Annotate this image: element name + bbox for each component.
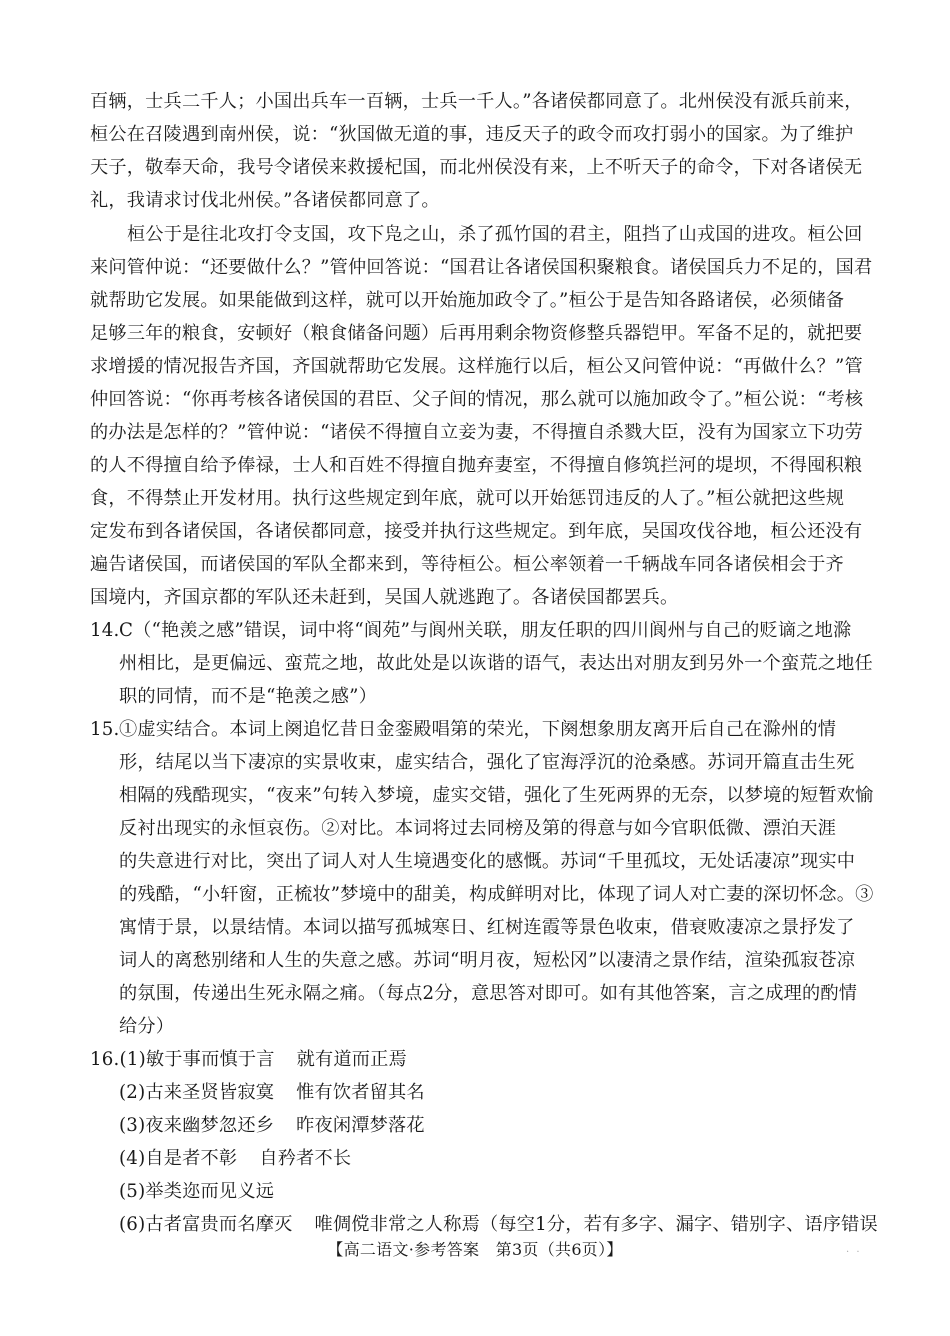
translation-section	[90, 85, 873, 614]
text-line: C（“艳羡之感”错误，词中将“阆苑”与阆州关联，朋友任职的四川阆州与自己的贬谪之地滁	[119, 620, 852, 641]
item-label: (5)	[119, 1181, 146, 1202]
question-number: 15.	[90, 719, 120, 740]
item-label: (3)	[119, 1115, 146, 1136]
answer-item	[90, 713, 874, 1043]
answer-15	[90, 713, 874, 1043]
answer-b: 就有道而正焉	[296, 1049, 407, 1070]
text-line: 的氛围，传递出生死永隔之痛。（每点2分，意思答对即可。如有其他答案，言之成理的酌情	[119, 983, 858, 1004]
text-line: 仲回答说：“你再考核各诸侯国的君臣、父子间的情况，那么就可以施加政令了。”桓公说：“考核	[90, 389, 864, 410]
answer-a: 夜来幽梦忽还乡	[145, 1115, 275, 1136]
text-line: 国境内，齐国京都的军队还未赶到，吴国人就逃跑了。各诸侯国都罢兵。	[90, 587, 679, 608]
text-line: 寓情于景，以景结情。本词以描写孤城寒日、红树连霞等景色收束，借衰败凄凉之景抒发了	[119, 917, 855, 938]
text-line: 职的同情，而不是“艳羡之感”）	[119, 686, 378, 707]
text-line: 桓公于是往北攻打令支国，攻下凫之山，杀了孤竹国的君主，阻挡了山戎国的进攻。桓公回	[127, 224, 863, 245]
answer-a: 古来圣贤皆寂寞	[145, 1082, 275, 1103]
item-label: (6)	[119, 1214, 146, 1235]
text-line: 天子，敬奉天命，我号令诸侯来救援杞国，而北州侯没有来，上不听天子的命令，下对各诸侯无	[90, 157, 863, 178]
item-label: (4)	[119, 1148, 146, 1169]
answer-14	[90, 614, 873, 713]
text-line: 桓公在召陵遇到南州侯，说：“狄国做无道的事，违反天子的政令而攻打弱小的国家。为了维护	[90, 124, 854, 145]
answer-line	[90, 1109, 866, 1142]
answer-b: 唯倜傥非常之人称焉（每空1分，若有多字、漏字、错别字、语序错误	[314, 1214, 878, 1235]
text-line: 州相比，是更偏远、蛮荒之地，故此处是以诙谐的语气，表达出对朋友到另外一个蛮荒之地任	[119, 653, 873, 674]
item-label: (1)	[119, 1049, 146, 1070]
text-line: 百辆，士兵二千人；小国出兵车一百辆，士兵一千人。”各诸侯都同意了。北州侯没有派兵前来，	[90, 91, 863, 112]
answer-b: 昨夜闲潭梦落花	[296, 1115, 425, 1136]
text-line: 词人的离愁别绪和人生的失意之感。苏词“明月夜，短松冈”以凄清之景作结，渲染孤寂苍凉	[119, 950, 856, 971]
text-line: 来问管仲说：“还要做什么？”管仲回答说：“国君让各诸侯国积聚粮食。诸侯国兵力不足的，国君	[90, 257, 873, 278]
answer-line	[90, 1076, 866, 1109]
text-line: ①虚实结合。本词上阕追忆昔日金銮殿唱第的荣光，下阕想象朋友离开后自己在滁州的情	[119, 719, 837, 740]
text-line: 的办法是怎样的？”管仲说：“诸侯不得擅自立妾为妻，不得擅自杀戮大臣，没有为国家立下功劳	[90, 422, 863, 443]
text-line: 形，结尾以当下凄凉的实景收束，虚实结合，强化了宦海浮沉的沧桑感。苏词开篇直击生死	[119, 752, 855, 773]
item-label: (2)	[119, 1082, 146, 1103]
answer-16	[90, 1043, 878, 1241]
paragraph-two	[90, 218, 873, 614]
answer-item	[90, 614, 873, 713]
answer-b: 自矜者不长	[259, 1148, 352, 1169]
text-line: 足够三年的粮食，安顿好（粮食储备问题）后再用剩余物资修整兵器铠甲。军备不足的，就把要	[90, 323, 863, 344]
answer-a: 自是者不彰	[145, 1148, 238, 1169]
text-line: 就帮助它发展。如果能做到这样，就可以开始施加政令了。”桓公于是告知各路诸侯，必须储备	[90, 290, 845, 311]
answer-line	[90, 1142, 866, 1175]
text-line: 食，不得禁止开发材用。执行这些规定到年底，就可以开始惩罚违反的人了。”桓公就把这些规	[90, 488, 845, 509]
text-line: 给分）	[119, 1016, 175, 1037]
answer-line	[90, 1043, 866, 1076]
text-line: 的残酷，“小轩窗，正梳妆”梦境中的甜美，构成鲜明对比，体现了词人对亡妻的深切怀念。③	[119, 884, 874, 905]
page-footer: 【高二语文·参考答案 第3页（共6页）】	[327, 1240, 623, 1259]
text-line: 相隔的残酷现实，“夜来”句转入梦境，虚实交错，强化了生死两界的无奈，以梦境的短暂欢愉	[119, 785, 874, 806]
text-line: 的失意进行对比，突出了词人对人生境遇变化的感慨。苏词“千里孤坟，无处话凄凉”现实中	[119, 851, 856, 872]
answer-a: 敏于事而慎于言	[145, 1049, 275, 1070]
text-line: 定发布到各诸侯国，各诸侯都同意，接受并执行这些规定。到年底，吴国攻伐谷地，桓公还没有	[90, 521, 863, 542]
question-number: 16.	[90, 1049, 120, 1070]
answer-item	[90, 1043, 878, 1241]
scan-specks: . .	[846, 1244, 862, 1255]
text-line: 求增援的情况报告齐国，齐国就帮助它发展。这样施行以后，桓公又问管仲说：“再做什么？”管	[90, 356, 863, 377]
answer-b: 惟有饮者留其名	[296, 1082, 425, 1103]
answer-a: 举类迩而见义远	[145, 1181, 275, 1202]
text-line: 遍告诸侯国，而诸侯国的军队全都来到，等待桓公。桓公率领着一千辆战车同各诸侯相会于齐	[90, 554, 844, 575]
answer-line	[90, 1175, 866, 1208]
text-line: 礼，我请求讨伐北州侯。”各诸侯都同意了。	[90, 190, 440, 211]
text-line: 反衬出现实的永恒哀伤。②对比。本词将过去同榜及第的得意与如今官职低微、漂泊天涯	[119, 818, 837, 839]
continued-paragraph	[90, 85, 866, 217]
answer-a: 古者富贵而名摩灭	[145, 1214, 293, 1235]
question-number: 14.	[90, 620, 120, 641]
text-line: 的人不得擅自给予俸禄，士人和百姓不得擅自抛弃妻室，不得擅自修筑拦河的堤坝，不得囤积粮	[90, 455, 863, 476]
